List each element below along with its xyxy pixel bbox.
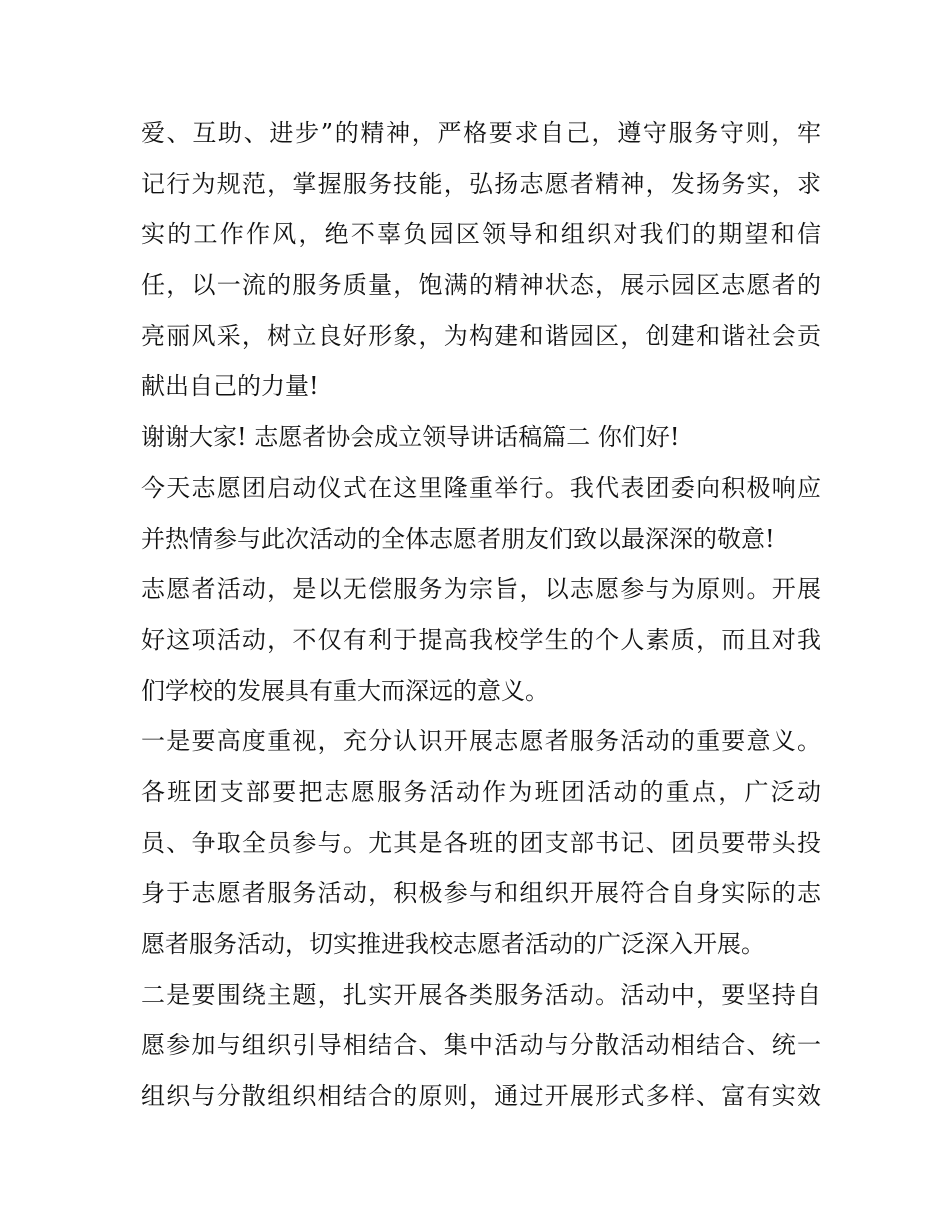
text-line: 实的工作作风，绝不辜负园区领导和组织对我们的期望和信 bbox=[141, 220, 821, 249]
text-line: 身于志愿者服务活动，积极参与和组织开展符合自身实际的志 bbox=[141, 879, 821, 908]
text-line: 员、争取全员参与。尤其是各班的团支部书记、团员要带头投 bbox=[141, 828, 821, 857]
text-line: 愿者服务活动，切实推进我校志愿者活动的广泛深入开展。 bbox=[141, 930, 765, 958]
text-line: 亮丽风采，树立良好形象，为构建和谐园区，创建和谐社会贡 bbox=[141, 321, 821, 350]
text-line: 组织与分散组织相结合的原则，通过开展形式多样、富有实效 bbox=[141, 1082, 821, 1111]
text-line: 献出自己的力量! bbox=[141, 372, 319, 401]
text-line: 们学校的发展具有重大而深远的意义。 bbox=[141, 676, 549, 705]
text-line: 记行为规范，掌握服务技能，弘扬志愿者精神，发扬务实，求 bbox=[141, 169, 821, 198]
text-line: 各班团支部要把志愿服务活动作为班团活动的重点，广泛动 bbox=[141, 777, 821, 806]
text-line: 好这项活动，不仅有利于提高我校学生的个人素质，而且对我 bbox=[141, 625, 821, 654]
document-body bbox=[141, 108, 821, 1122]
text-line: 爱、互助、进步”的精神，严格要求自己，遵守服务守则，牢 bbox=[141, 119, 821, 147]
text-line: 今天志愿团启动仪式在这里隆重举行。我代表团委向积极响应 bbox=[141, 473, 821, 502]
text-line: 并热情参与此次活动的全体志愿者朋友们致以最深深的敬意! bbox=[141, 524, 775, 553]
text-line: 二是要围绕主题，扎实开展各类服务活动。活动中，要坚持自 bbox=[141, 980, 821, 1009]
text-line: 任，以一流的服务质量，饱满的精神状态，展示园区志愿者的 bbox=[141, 271, 821, 300]
text-line: 志愿者活动，是以无偿服务为宗旨，以志愿参与为原则。开展 bbox=[141, 575, 821, 604]
text-line: 谢谢大家! 志愿者协会成立领导讲话稿篇二 你们好! bbox=[141, 423, 680, 452]
text-line: 一是要高度重视，充分认识开展志愿者服务活动的重要意义。 bbox=[141, 727, 821, 756]
text-line: 愿参加与组织引导相结合、集中活动与分散活动相结合、统一 bbox=[141, 1031, 821, 1060]
